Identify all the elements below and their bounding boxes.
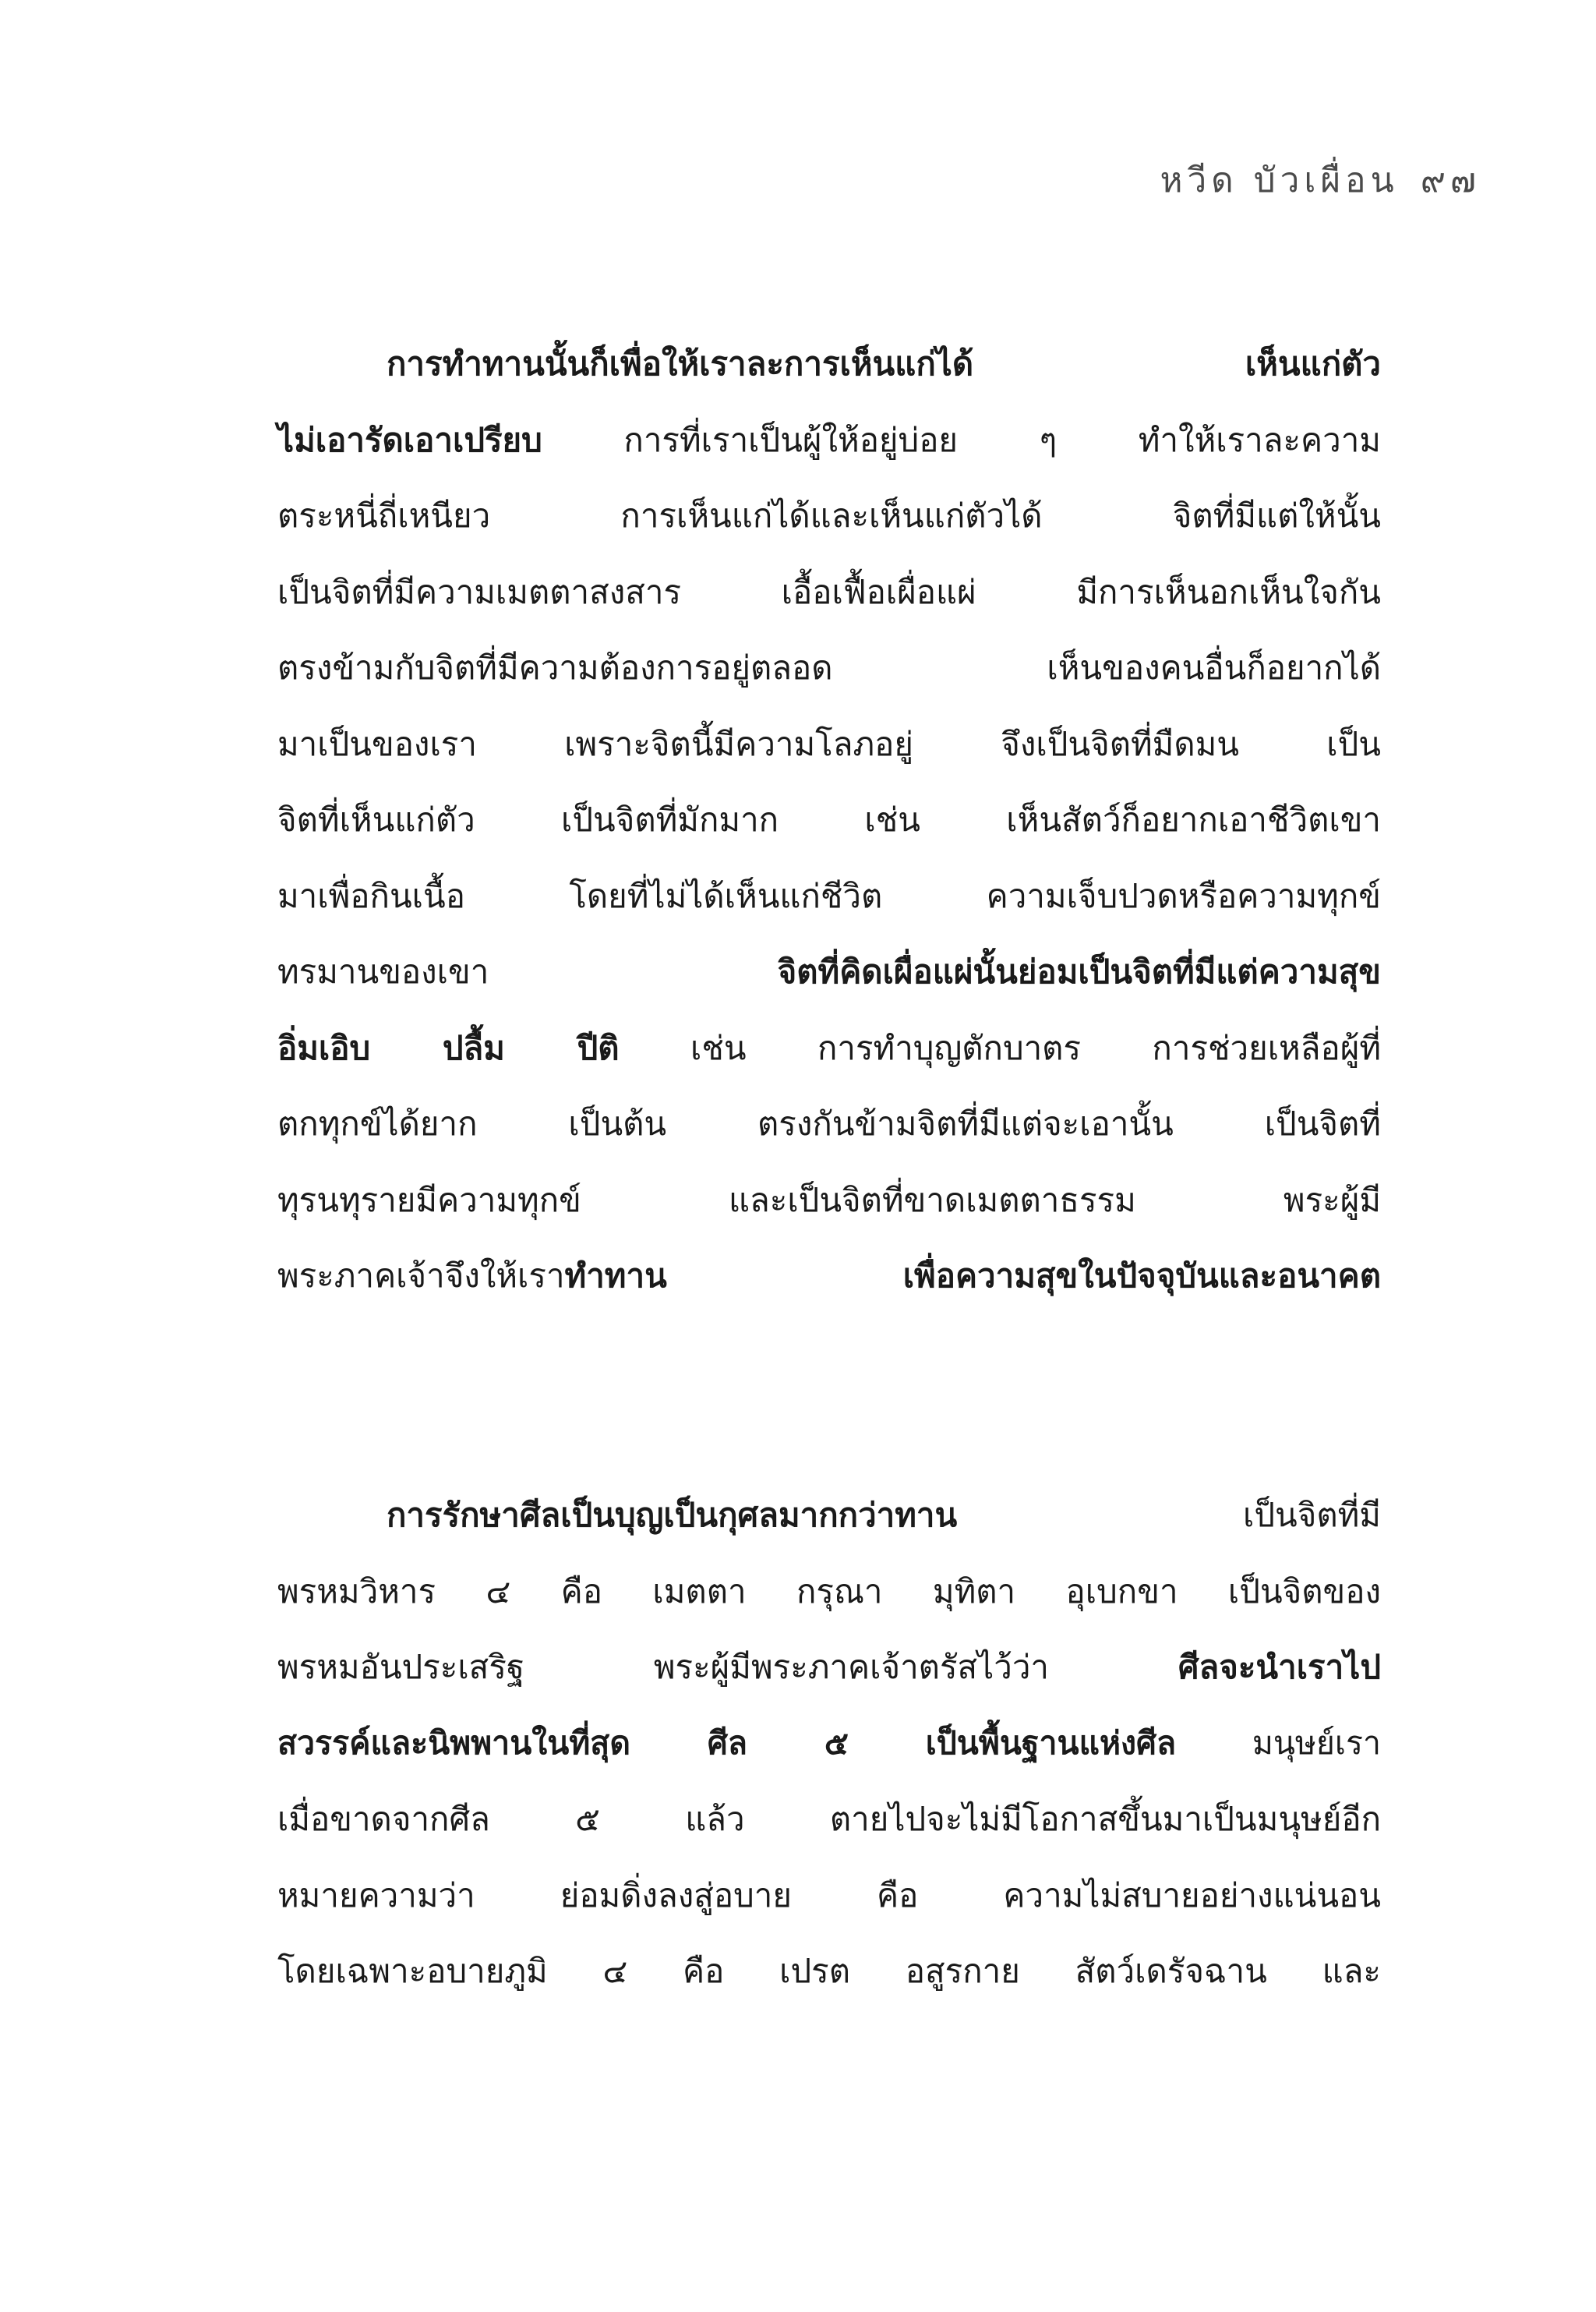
text-line: [277, 782, 1381, 858]
bold-text: สวรรค์และนิพพานในที่สุด ศีล ๕ เป็นพื้นฐานแห่งศีล: [277, 1723, 1177, 1762]
text-line: [277, 1477, 1381, 1554]
text-line: [277, 1858, 1381, 1934]
text-line: [277, 402, 1381, 479]
bold-text: ไม่เอารัดเอาเปรียบ: [277, 420, 542, 459]
body-text: ตรงข้ามกับจิตที่มีความต้องการอยู่ตลอด เห็นของคนอื่นก็อยากได้: [277, 649, 1381, 687]
bold-text: ศีลจะนำเราไป: [1178, 1648, 1381, 1686]
text-line: [277, 554, 1381, 631]
text-line: [277, 1010, 1381, 1087]
text-line: [277, 1781, 1381, 1858]
body-text: เป็นจิตที่มี: [957, 1496, 1381, 1534]
body-text: ตกทุกข์ได้ยาก เป็นต้น ตรงกันข้ามจิตที่มีแต่จะเอานั้น เป็นจิตที่: [277, 1105, 1381, 1143]
text-line: [277, 934, 1381, 1010]
bold-text: อิ่มเอิบ ปลื้ม ปีติ: [277, 1028, 620, 1067]
body-text: พรหมอันประเสริฐ พระผู้มีพระภาคเจ้าตรัสไว้ว่า: [277, 1648, 1178, 1686]
body-text: จิตที่เห็นแก่ตัว เป็นจิตที่มักมาก เช่น เห็นสัตว์ก็อยากเอาชีวิตเขา: [277, 801, 1381, 839]
body-text: ทุรนทุรายมีความทุกข์ และเป็นจิตที่ขาดเมตตาธรรม พระผู้มี: [277, 1180, 1381, 1219]
text-line: [277, 1086, 1381, 1162]
body-text: มนุษย์เรา: [1176, 1723, 1381, 1762]
bold-text: ทำทาน เพื่อความสุขในปัจจุบันและอนาคต: [564, 1257, 1381, 1295]
body-text: การที่เราเป็นผู้ให้อยู่บ่อย ๆ ทำให้เราละความ: [542, 420, 1381, 459]
body-text: ทรมานของเขา: [277, 953, 778, 991]
text-line: [277, 1706, 1381, 1782]
paragraph-2: [277, 1477, 1381, 2010]
text-line: [277, 326, 1381, 402]
body-text: เมื่อขาดจากศีล ๕ แล้ว ตายไปจะไม่มีโอกาสขึ้นมาเป็นมนุษย์อีก: [277, 1800, 1381, 1838]
body-text: ตระหนี่ถี่เหนียว การเห็นแก่ได้และเห็นแก่ตัวได้ จิตที่มีแต่ให้นั้น: [277, 497, 1381, 535]
page-number: ๙๗: [1420, 161, 1481, 200]
bold-text: การทำทานนั้นก็เพื่อให้เราละการเห็นแก่ได้ เห็นแก่ตัว: [387, 345, 1381, 383]
text-line: [277, 630, 1381, 706]
body-text: เป็นจิตที่มีความเมตตาสงสาร เอื้อเฟื้อเผื่อแผ่ มีการเห็นอกเห็นใจกัน: [277, 572, 1381, 611]
body-text: พระภาคเจ้าจึงให้เรา: [277, 1257, 565, 1295]
text-line: [277, 1554, 1381, 1630]
text-line: [277, 1238, 1381, 1314]
body-text: เช่น การทำบุญตักบาตร การช่วยเหลือผู้ที่: [619, 1028, 1381, 1067]
body-text: มาเป็นของเรา เพราะจิตนี้มีความโลภอยู่ จึงเป็นจิตที่มืดมน เป็น: [277, 724, 1381, 763]
body-text: โดยเฉพาะอบายภูมิ ๔ คือ เปรต อสูรกาย สัตว์เดรัจฉาน และ: [277, 1952, 1381, 1990]
text-line: [277, 478, 1381, 554]
text-line: [277, 1629, 1381, 1706]
body-text: มาเพื่อกินเนื้อ โดยที่ไม่ได้เห็นแก่ชีวิต ความเจ็บปวดหรือความทุกข์: [277, 876, 1381, 915]
paragraph-1: [277, 326, 1381, 1314]
body-text: พรหมวิหาร ๔ คือ เมตตา กรุณา มุทิตา อุเบกขา เป็นจิตของ: [277, 1571, 1381, 1610]
body-text: หมายความว่า ย่อมดิ่งลงสู่อบาย คือ ความไม่สบายอย่างแน่นอน: [277, 1875, 1381, 1914]
author-name: หวีด บัวเผื่อน: [1160, 161, 1399, 200]
text-line: [277, 706, 1381, 783]
text-line: [277, 1162, 1381, 1239]
running-header: [1160, 153, 1481, 207]
text-line: [277, 1933, 1381, 2010]
text-line: [277, 858, 1381, 935]
bold-text: การรักษาศีลเป็นบุญเป็นกุศลมากกว่าทาน: [387, 1496, 958, 1534]
bold-text: จิตที่คิดเผื่อแผ่นั้นย่อมเป็นจิตที่มีแต่ความสุข: [777, 953, 1381, 991]
